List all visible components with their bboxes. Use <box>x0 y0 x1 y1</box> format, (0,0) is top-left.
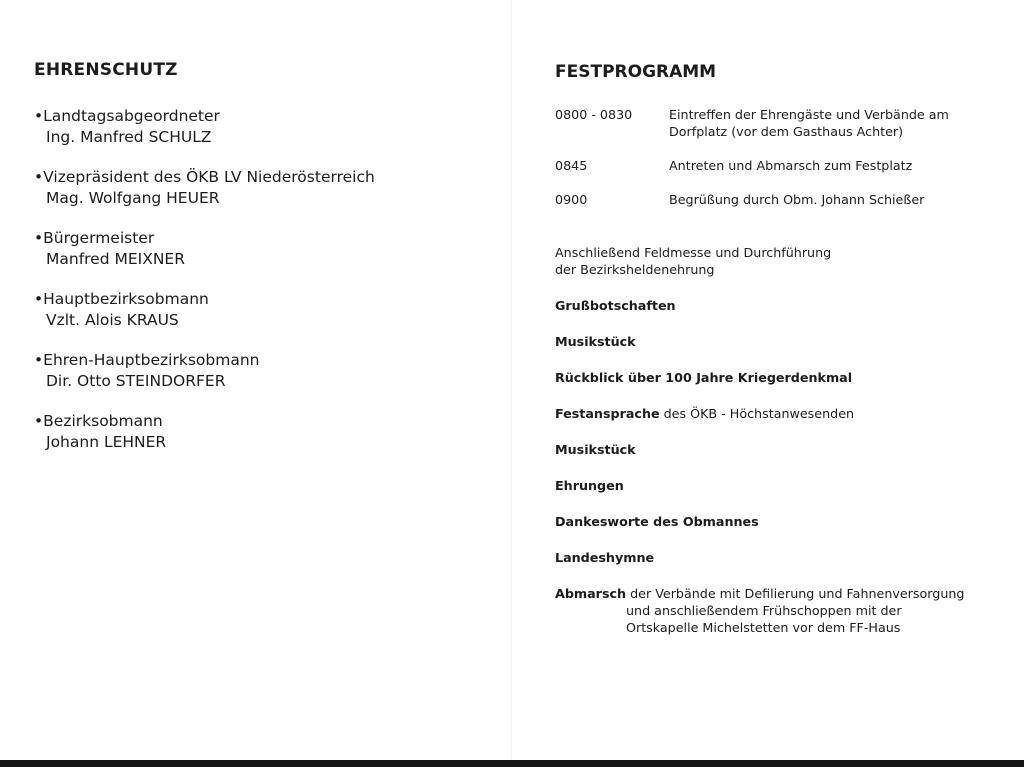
honoree-role: • Ehren-Hauptbezirksobmann <box>34 351 259 369</box>
honoree-entry <box>34 350 494 392</box>
program-item-continuation: Ortskapelle Michelstetten vor dem FF-Haus <box>626 620 901 635</box>
schedule-time: 0900 <box>555 192 588 207</box>
honoree-entry <box>34 167 494 209</box>
honoree-name: Vzlt. Alois KRAUS <box>46 311 179 329</box>
schedule-time: 0845 <box>555 158 588 173</box>
program-item <box>555 477 1000 494</box>
honoree-role: • Bürgermeister <box>34 229 154 247</box>
bottom-edge-bar <box>0 760 1024 767</box>
honoree-entry <box>34 289 494 331</box>
program-item <box>555 333 1000 350</box>
honoree-entry <box>34 106 494 148</box>
honorary-committee-section <box>34 60 494 472</box>
program-item-text: Anschließend Feldmesse und Durchführung <box>555 245 832 260</box>
schedule-row <box>555 157 1000 174</box>
schedule-time: 0800 - 0830 <box>555 107 633 122</box>
program-item-continuation: und anschließendem Frühschoppen mit der <box>626 603 902 618</box>
schedule-description: Begrüßung durch Obm. Johann Schießer <box>669 192 925 207</box>
program-item <box>555 549 1000 566</box>
program-item-bold: Musikstück <box>555 442 636 457</box>
program-item <box>555 369 1000 386</box>
program-item-text: des ÖKB - Höchstanwesenden <box>659 406 855 421</box>
program-item-bold: Ehrungen <box>555 478 624 493</box>
schedule-row <box>555 191 1000 208</box>
program-item-bold: Grußbotschaften <box>555 298 676 313</box>
honoree-name: Manfred MEIXNER <box>46 250 186 268</box>
program-item-final <box>555 585 1000 636</box>
honoree-list <box>34 106 494 453</box>
honoree-name: Mag. Wolfgang HEUER <box>46 189 220 207</box>
honoree-name: Ing. Manfred SCHULZ <box>46 128 212 146</box>
program-item-text: der Verbände mit Defilierung und Fahnenversorgung <box>626 586 965 601</box>
honoree-entry <box>34 228 494 270</box>
program-item-continuation: der Bezirksheldenehrung <box>555 262 715 277</box>
program-item <box>555 513 1000 530</box>
program-item <box>555 405 1000 422</box>
honoree-role: • Hauptbezirksobmann <box>34 290 209 308</box>
festival-program-title: FESTPROGRAMM <box>555 62 717 82</box>
honoree-role: • Bezirksobmann <box>34 412 163 430</box>
program-item-bold: Abmarsch <box>555 586 627 601</box>
program-item-bold: Rückblick über 100 Jahre Kriegerdenkmal <box>555 370 853 385</box>
honoree-entry <box>34 411 494 453</box>
page-fold <box>511 0 512 767</box>
program-list <box>555 244 1000 566</box>
honoree-role: • Landtagsabgeordneter <box>34 107 220 125</box>
honoree-name: Johann LEHNER <box>46 433 167 451</box>
honorary-committee-title: EHRENSCHUTZ <box>34 60 178 80</box>
program-item-bold: Festansprache <box>555 406 660 421</box>
program-item-bold: Musikstück <box>555 334 636 349</box>
schedule-list <box>555 106 1000 208</box>
program-item-bold: Landeshymne <box>555 550 655 565</box>
schedule-description: Antreten und Abmarsch zum Festplatz <box>669 158 913 173</box>
program-item <box>555 441 1000 458</box>
honoree-role: • Vizepräsident des ÖKB LV Niederösterreich <box>34 168 375 186</box>
program-item <box>555 297 1000 314</box>
schedule-description: Eintreffen der Ehrengäste und Verbände am Dorfplatz (vor dem Gasthaus Achter) <box>669 107 949 139</box>
honoree-name: Dir. Otto STEINDORFER <box>46 372 226 390</box>
program-item <box>555 244 1000 278</box>
festival-program-section <box>555 62 1000 655</box>
program-item-bold: Dankesworte des Obmannes <box>555 514 759 529</box>
schedule-row <box>555 106 1000 140</box>
